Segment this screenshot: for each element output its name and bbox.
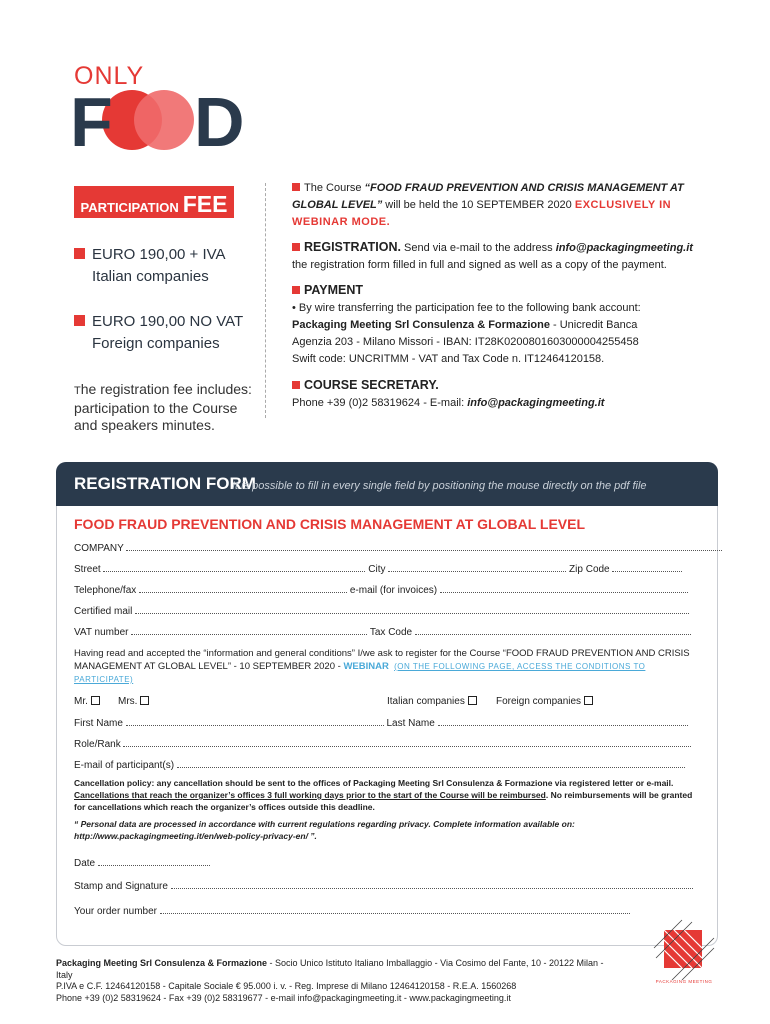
privacy-note: “ Personal data are processed in accordance with current regulations regarding privacy. Complete information available on: http://www.packagingmeeting.it/en/web-policy-privacy-en/ ”. [74, 819, 575, 841]
telephone-row [74, 583, 688, 596]
italian-checkbox[interactable] [468, 696, 477, 705]
includes-text: he registration fee includes: participation to the Course and speakers minutes. [74, 381, 252, 433]
zip-field[interactable] [612, 562, 682, 572]
mrs-checkbox[interactable] [140, 696, 149, 705]
course-prefix: The Course [304, 182, 365, 194]
street-row [74, 562, 682, 575]
mrs-option[interactable] [118, 696, 149, 707]
cancellation-policy [74, 777, 694, 813]
italian-price: EURO 190,00 + IVA [92, 246, 226, 263]
accept-text [74, 647, 694, 686]
cancel-text-b: Cancellations that reach the organizer’s offices 3 full working days prior to the start of the Course will be reimbursed [74, 790, 546, 800]
stamp-row [74, 879, 693, 892]
tax-label: Tax Code [369, 627, 413, 638]
first-name-label: First Name [74, 718, 123, 729]
course-info [292, 180, 712, 231]
order-label: Your order number [74, 906, 158, 917]
email-invoices-field[interactable] [440, 583, 688, 593]
mr-option[interactable] [74, 696, 100, 707]
stamp-field[interactable] [171, 879, 693, 889]
fee-foreign [74, 311, 243, 355]
foreign-option[interactable] [496, 696, 593, 707]
company-field[interactable] [126, 541, 722, 551]
payment-bank: - Unicredit Banca [549, 319, 638, 331]
conditions-link[interactable]: (ON THE FOLLOWING PAGE, ACCESS THE CONDITIONS TO PARTICIPATE) [74, 662, 646, 684]
bullet-square-icon [292, 243, 300, 251]
order-field[interactable] [160, 904, 630, 914]
bullet-square-icon [74, 248, 85, 259]
foreign-label: Foreign companies [92, 335, 220, 352]
secretary-email-link[interactable]: info@packagingmeeting.it [467, 397, 605, 409]
fee-italian [74, 244, 226, 288]
vat-row [74, 625, 691, 638]
banner-big-text: FEE [182, 191, 228, 217]
registration-title: REGISTRATION. [304, 240, 401, 254]
first-name-field[interactable] [126, 716, 384, 726]
svg-text:F: F [70, 86, 113, 150]
mr-checkbox[interactable] [91, 696, 100, 705]
role-label: Role/Rank [74, 739, 121, 750]
footer [56, 958, 616, 1004]
zip-label: Zip Code [569, 564, 610, 575]
mr-label: Mr. [74, 696, 88, 707]
foreign-companies-label: Foreign companies [496, 696, 582, 707]
italian-label: Italian companies [92, 268, 209, 285]
registration-text2: the registration form filled in full and signed as well as a copy of the payment. [292, 259, 667, 271]
city-field[interactable] [388, 562, 566, 572]
webinar-label: WEBINAR [343, 661, 389, 672]
cancel-text-a: Cancellation policy: any cancellation should be sent to the offices of Packaging Meeting Srl Consulenza & Formazione via registered letter or e-mail. [74, 778, 674, 788]
payment-title: PAYMENT [304, 283, 364, 297]
accept-line1: Having read and accepted the “information and general conditions” I/we ask to register for the Course “FOOD FRAUD PREVENTION AND CRISIS [74, 648, 690, 659]
bullet-square-icon [74, 315, 85, 326]
role-row [74, 737, 691, 750]
last-name-field[interactable] [438, 716, 688, 726]
stamp-label: Stamp and Signature [74, 881, 168, 892]
payment-info [292, 282, 712, 368]
footer-line2: P.IVA e C.F. 12464120158 - Capitale Sociale € 95.000 i. v. - Reg. Imprese di Milano 12464120158 - R.E.A. 1560268 [56, 981, 517, 991]
registration-email-link[interactable]: info@packagingmeeting.it [555, 242, 693, 254]
logo-only-text: ONLY [74, 62, 145, 90]
packaging-meeting-logo-icon [652, 918, 716, 982]
exclusive-webinar: EXCLUSIVELY IN WEBINAR MODE. [292, 199, 672, 228]
date-row [74, 856, 210, 869]
order-row [74, 904, 630, 917]
italian-companies-label: Italian companies [387, 696, 465, 707]
registration-form-hint: It is possible to fill in every single field by positioning the mouse directly on the pdf file [232, 480, 647, 492]
footer-line1: - Socio Unico Istituto Italiano Imballaggio - Via Cosimo del Fante, 10 - 20122 Milan - Italy [56, 958, 604, 980]
participants-label: E-mail of participant(s) [74, 760, 175, 771]
secretary-info [292, 377, 712, 412]
bullet-square-icon [292, 286, 300, 294]
payment-iban: Agenzia 203 - Milano Missori - IBAN: IT28K0200801603000004255458 [292, 336, 639, 348]
date-field[interactable] [98, 856, 210, 866]
registration-form-title: REGISTRATION FORM [74, 474, 256, 493]
footer-line3: Phone +39 (0)2 58319624 - Fax +39 (0)2 58319677 - e-mail info@packagingmeeting.it - www.packagingmeeting.it [56, 992, 511, 1003]
footer-company: Packaging Meeting Srl Consulenza & Formazione [56, 958, 268, 968]
certified-label: Certified mail [74, 606, 133, 617]
course-suffix: will be held the 10 SEPTEMBER 2020 [382, 199, 575, 211]
italian-option[interactable] [387, 696, 477, 707]
foreign-checkbox[interactable] [584, 696, 593, 705]
street-label: Street [74, 564, 101, 575]
role-field[interactable] [123, 737, 691, 747]
certified-row [74, 604, 689, 617]
participation-fee-banner [74, 186, 234, 218]
payment-swift: Swift code: UNCRITMM - VAT and Tax Code n. IT12464120158. [292, 353, 605, 365]
packaging-meeting-logo [652, 918, 716, 982]
name-row [74, 716, 688, 729]
certified-field[interactable] [135, 604, 689, 614]
company-row [74, 541, 722, 554]
brand-text: PACKAGING MEETING [655, 979, 713, 984]
includes-t: T [74, 385, 81, 397]
secretary-phone: Phone +39 (0)2 58319624 - E-mail: [292, 397, 468, 409]
telephone-field[interactable] [139, 583, 347, 593]
registration-text: Send via e-mail to the address [401, 242, 556, 254]
date-label: Date [74, 858, 96, 869]
bullet-square-icon [292, 381, 300, 389]
cancel-text-c: . No reimbursements will be granted for cancellations which reach the organizer’s offices outside this deadline. [74, 790, 693, 812]
email-invoices-label: e-mail (for invoices) [349, 585, 438, 596]
participants-field[interactable] [177, 758, 685, 768]
street-field[interactable] [103, 562, 365, 572]
foreign-price: EURO 190,00 NO VAT [92, 313, 244, 330]
participants-row [74, 758, 685, 771]
registration-info [292, 239, 712, 274]
fee-includes [74, 381, 254, 434]
divider [265, 183, 266, 418]
company-label: COMPANY [74, 543, 124, 554]
form-course-title: FOOD FRAUD PREVENTION AND CRISIS MANAGEMENT AT GLOBAL LEVEL [74, 516, 586, 532]
vat-label: VAT number [74, 627, 129, 638]
last-name-label: Last Name [386, 718, 435, 729]
mrs-label: Mrs. [118, 696, 138, 707]
vat-field[interactable] [131, 625, 367, 635]
svg-text:D: D [194, 86, 245, 150]
secretary-title: COURSE SECRETARY. [304, 378, 439, 392]
city-label: City [368, 564, 386, 575]
bullet-square-icon [292, 183, 300, 191]
course-name: “FOOD FRAUD PREVENTION AND CRISIS MANAGEMENT AT GLOBAL LEVEL” [292, 182, 684, 211]
food-logo-icon [70, 86, 280, 150]
banner-small-text: PARTICIPATION [80, 200, 179, 215]
payment-company: Packaging Meeting Srl Consulenza & Formazione [292, 319, 550, 331]
logo-food [70, 86, 280, 150]
tax-field[interactable] [415, 625, 691, 635]
accept-line2: MANAGEMENT AT GLOBAL LEVEL” - 10 SEPTEMBER 2020 - [74, 661, 344, 672]
payment-line1: • By wire transferring the participation fee to the following bank account: [292, 302, 641, 314]
telephone-label: Telephone/fax [74, 585, 137, 596]
